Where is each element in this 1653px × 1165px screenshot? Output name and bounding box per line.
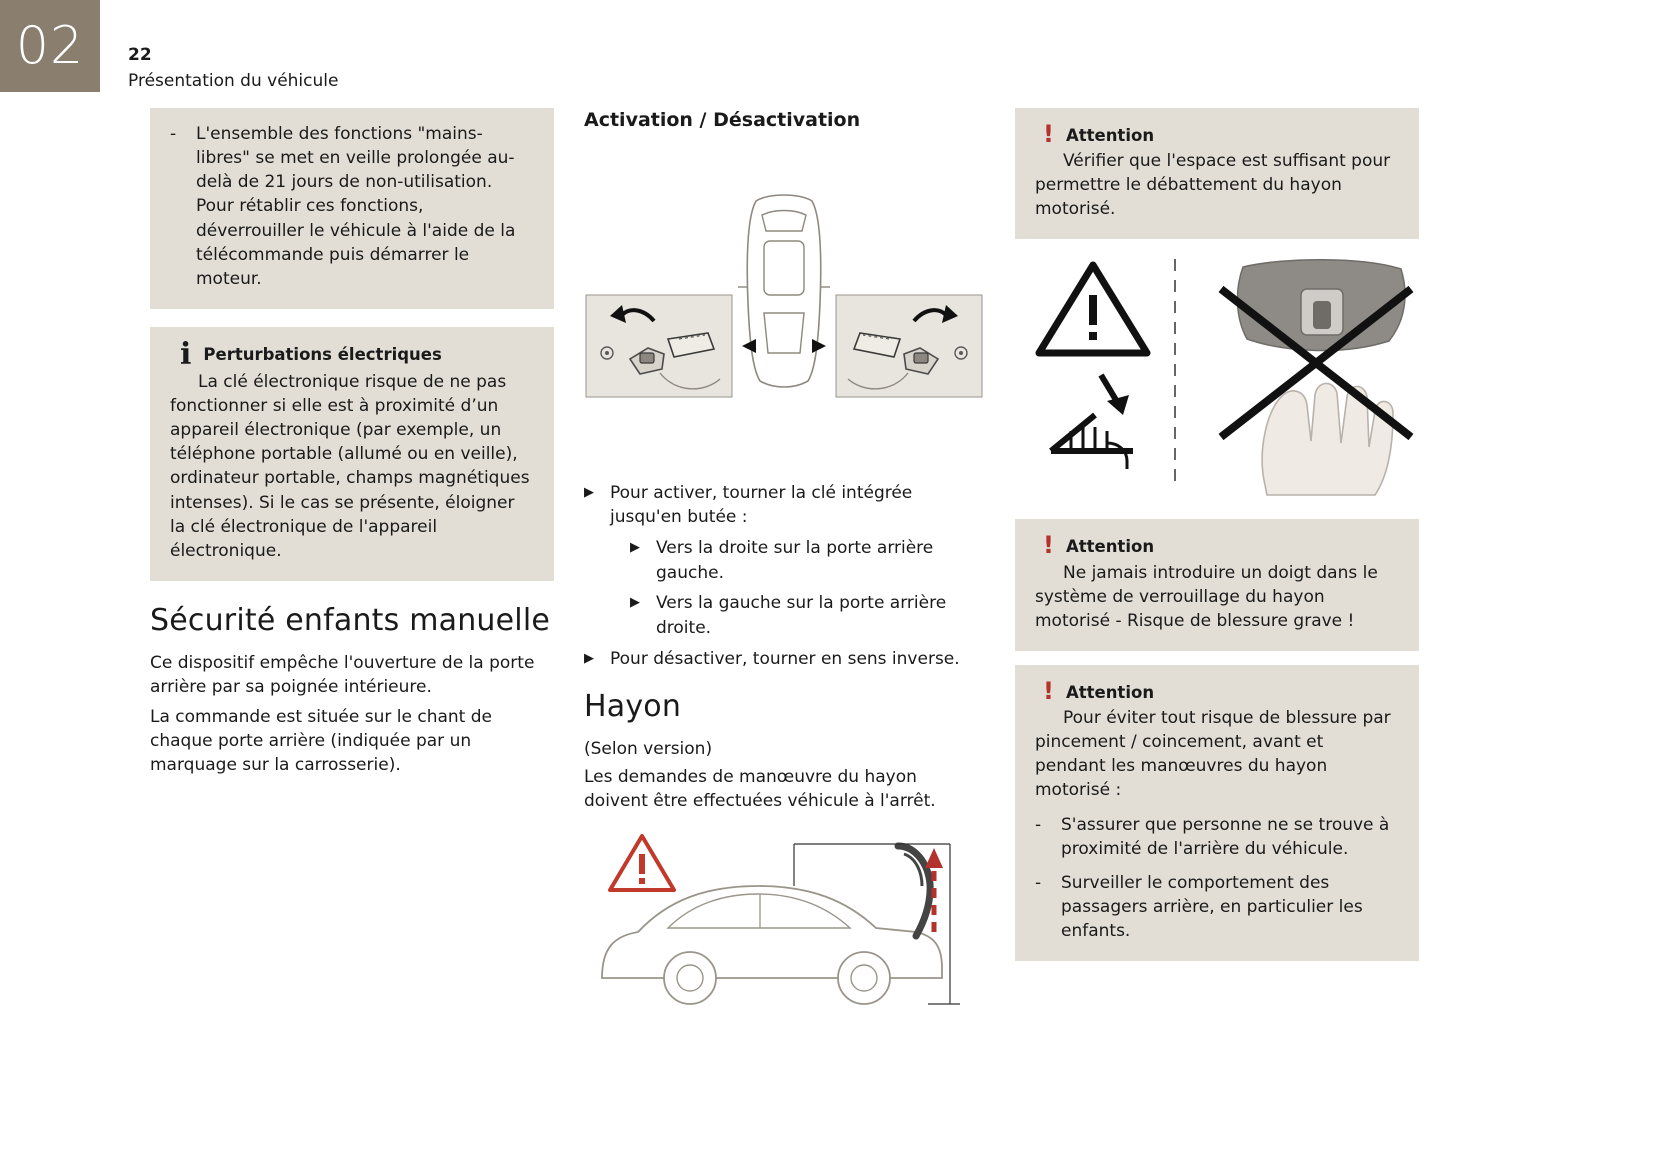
attention-text: Pour éviter tout risque de blessure par pincement / coincement, avant et pendant les manœuvres du hayon motorisé :: [1035, 708, 1391, 801]
bullet-text: Vers la droite sur la porte arrière gauche.: [656, 537, 934, 583]
dash-marker: -: [170, 124, 177, 144]
note-box-standby: [150, 108, 554, 309]
bullet-text: Pour désactiver, tourner en sens inverse.: [610, 648, 960, 669]
triangle-bullet-icon: ▶: [584, 650, 594, 666]
chapter-tab: [0, 0, 100, 92]
heading-activation-deactivation: Activation / Désactivation: [584, 109, 861, 131]
attention-box-clearance: [1015, 108, 1419, 239]
bullet-text: Pour activer, tourner la clé intégrée jusqu'en butée :: [610, 482, 913, 528]
info-icon: i: [180, 336, 192, 372]
figure-finger-warning: [1015, 255, 1419, 505]
attention-title: Attention: [1065, 126, 1155, 145]
child-safety-paragraph-2: La commande est située sur le chant de chaque porte arrière (indiquée par un marquage sur la carrosserie).: [150, 707, 492, 776]
attention-box-lock-finger: [1015, 519, 1419, 650]
info-box-header: [170, 336, 534, 372]
exclamation-icon: !: [1043, 676, 1054, 705]
triangle-bullet-icon: ▶: [630, 595, 640, 611]
info-box-text: La clé électronique risque de ne pas fonctionner si elle est à proximité d’un appareil électronique (par exemple, un téléphone portable (allumé ou en veille), ordinateur portable, champs magnétiques intenses). Si le cas se présente, éloigner la clé électronique de l'appareil électronique.: [170, 371, 530, 561]
dash-marker: -: [1035, 814, 1042, 835]
bullet-item: [630, 591, 984, 640]
info-box-electrical-interference: [150, 327, 554, 581]
tailgate-paragraph-2: Les demandes de manœuvre du hayon doivent être effectuées véhicule à l'arrêt.: [584, 767, 936, 812]
tailgate-paragraph-1: (Selon version): [584, 739, 713, 760]
note-text: L'ensemble des fonctions "mains-libres" se met en veille prolongée au-delà de 21 jours de non-utilisation. Pour rétablir ces fonctions, déverrouiller le véhicule à l'aide de la télécommande puis démarrer le moteur.: [196, 124, 516, 289]
attention-list-item: [1035, 871, 1399, 943]
warning-triangle-icon: [1039, 265, 1147, 353]
attention-header: [1035, 122, 1399, 147]
page-number: 22: [128, 45, 152, 65]
column-left: [150, 108, 554, 778]
chapter-number: 02: [15, 16, 85, 76]
heading-tailgate: Hayon: [584, 689, 682, 725]
attention-list-text: Surveiller le comportement des passagers arrière, en particulier les enfants.: [1061, 872, 1363, 942]
bullet-item: [584, 481, 984, 530]
attention-text: Vérifier que l'espace est suffisant pour permettre le débattement du hayon motorisé.: [1035, 151, 1391, 220]
attention-title: Attention: [1065, 537, 1155, 557]
bullet-item: [630, 536, 984, 585]
child-safety-paragraph-1: Ce dispositif empêche l'ouverture de la porte arrière par sa poignée intérieure.: [150, 652, 535, 697]
pinch-hazard-icon: [1051, 375, 1133, 469]
figure-tailgate-clearance: [598, 828, 978, 1018]
exclamation-icon: !: [1043, 120, 1054, 148]
triangle-bullet-icon: ▶: [584, 484, 594, 500]
figure-child-safety-activation: [584, 143, 984, 463]
attention-header: [1035, 676, 1399, 705]
triangle-bullet-icon: ▶: [630, 539, 640, 555]
dash-marker: -: [1035, 872, 1042, 893]
attention-list-item: [1035, 813, 1399, 861]
note-dash-item: [170, 122, 534, 291]
column-middle: [584, 108, 984, 1018]
info-box-title: Perturbations électriques: [203, 344, 442, 364]
activation-bullet-list: [584, 481, 984, 671]
attention-box-pinch-risk: [1015, 665, 1419, 961]
exclamation-icon: !: [1043, 531, 1054, 560]
heading-child-safety: Sécurité enfants manuelle: [150, 602, 551, 638]
attention-list-text: S'assurer que personne ne se trouve à proximité de l'arrière du véhicule.: [1061, 814, 1390, 859]
page-header: [128, 44, 338, 92]
section-title-header: Présentation du véhicule: [128, 71, 339, 92]
attention-title: Attention: [1065, 682, 1155, 702]
attention-header: [1035, 533, 1399, 558]
bullet-item: [584, 647, 984, 672]
warning-triangle-icon: [610, 836, 674, 890]
bullet-text: Vers la gauche sur la porte arrière droite.: [656, 593, 947, 638]
column-right: [1015, 108, 1419, 961]
attention-text: Ne jamais introduire un doigt dans le système de verrouillage du hayon motorisé - Risque de blessure grave !: [1035, 562, 1378, 631]
